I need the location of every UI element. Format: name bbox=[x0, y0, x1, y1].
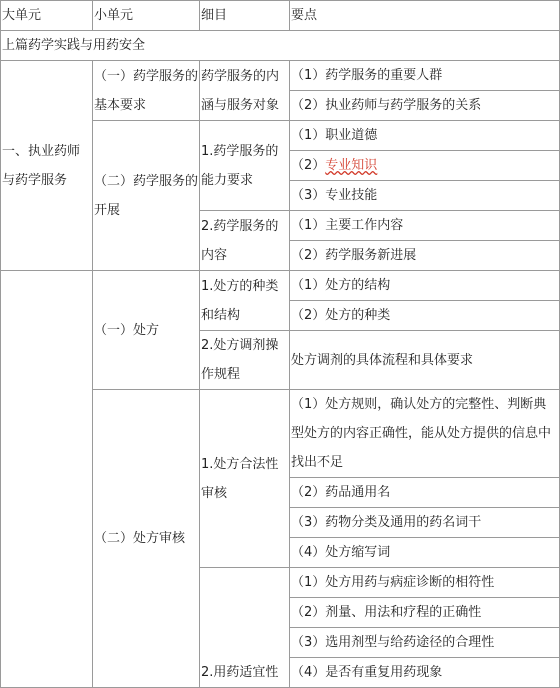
point-cell bbox=[290, 151, 560, 181]
point-cell: 处方调剂的具体流程和具体要求 bbox=[290, 331, 560, 390]
detail-cell bbox=[200, 568, 290, 688]
header-detail: 细目 bbox=[200, 1, 290, 31]
detail-cell: 1.处方的种类和结构 bbox=[200, 271, 290, 331]
point-cell: （2）剂量、用法和疗程的正确性 bbox=[290, 598, 560, 628]
point-cell: （1）处方的结构 bbox=[290, 271, 560, 301]
table-header-row bbox=[1, 1, 560, 31]
point-cell: （3）选用剂型与给药途径的合理性 bbox=[290, 628, 560, 658]
highlighted-point-text: 专业知识 bbox=[325, 158, 378, 173]
point-cell: （1）职业道德 bbox=[290, 121, 560, 151]
point-cell: （1）处方用药与病症诊断的相符性 bbox=[290, 568, 560, 598]
detail-cell: 药学服务的内涵与服务对象 bbox=[200, 61, 290, 121]
part-title: 上篇药学实践与用药安全 bbox=[1, 31, 560, 61]
table-row bbox=[1, 61, 560, 91]
detail-text: 2.用药适宜性 bbox=[201, 665, 279, 680]
table-row bbox=[1, 271, 560, 301]
point-cell: （2）执业药师与药学服务的关系 bbox=[290, 91, 560, 121]
point-cell: （2）处方的种类 bbox=[290, 301, 560, 331]
detail-cell: 2.药学服务的内容 bbox=[200, 211, 290, 271]
point-cell: （2）药品通用名 bbox=[290, 478, 560, 508]
point-cell: （1）处方规则，确认处方的完整性、判断典型处方的内容正确性，能从处方提供的信息中找出不足 bbox=[290, 390, 560, 478]
point-number: （2） bbox=[291, 158, 326, 173]
point-cell: （1）药学服务的重要人群 bbox=[290, 61, 560, 91]
small-unit-cell: （二）处方审核 bbox=[93, 390, 200, 688]
header-small-unit: 小单元 bbox=[93, 1, 200, 31]
header-big-unit: 大单元 bbox=[1, 1, 93, 31]
small-unit-cell: （一）药学服务的基本要求 bbox=[93, 61, 200, 121]
point-cell: （4）处方缩写词 bbox=[290, 538, 560, 568]
point-cell: （1）主要工作内容 bbox=[290, 211, 560, 241]
small-unit-cell: （一）处方 bbox=[93, 271, 200, 390]
point-cell: （3）药物分类及通用的药名词干 bbox=[290, 508, 560, 538]
big-unit-cell: 一、执业药师与药学服务 bbox=[1, 61, 93, 271]
small-unit-cell: （二）药学服务的开展 bbox=[93, 121, 200, 271]
point-cell: （4）是否有重复用药现象 bbox=[290, 658, 560, 688]
detail-cell: 1.药学服务的能力要求 bbox=[200, 121, 290, 211]
point-cell: （3）专业技能 bbox=[290, 181, 560, 211]
big-unit-cell bbox=[1, 271, 93, 688]
point-cell: （2）药学服务新进展 bbox=[290, 241, 560, 271]
detail-cell: 2.处方调剂操作规程 bbox=[200, 331, 290, 390]
part-title-row bbox=[1, 31, 560, 61]
header-points: 要点 bbox=[290, 1, 560, 31]
detail-cell: 1.处方合法性审核 bbox=[200, 390, 290, 568]
